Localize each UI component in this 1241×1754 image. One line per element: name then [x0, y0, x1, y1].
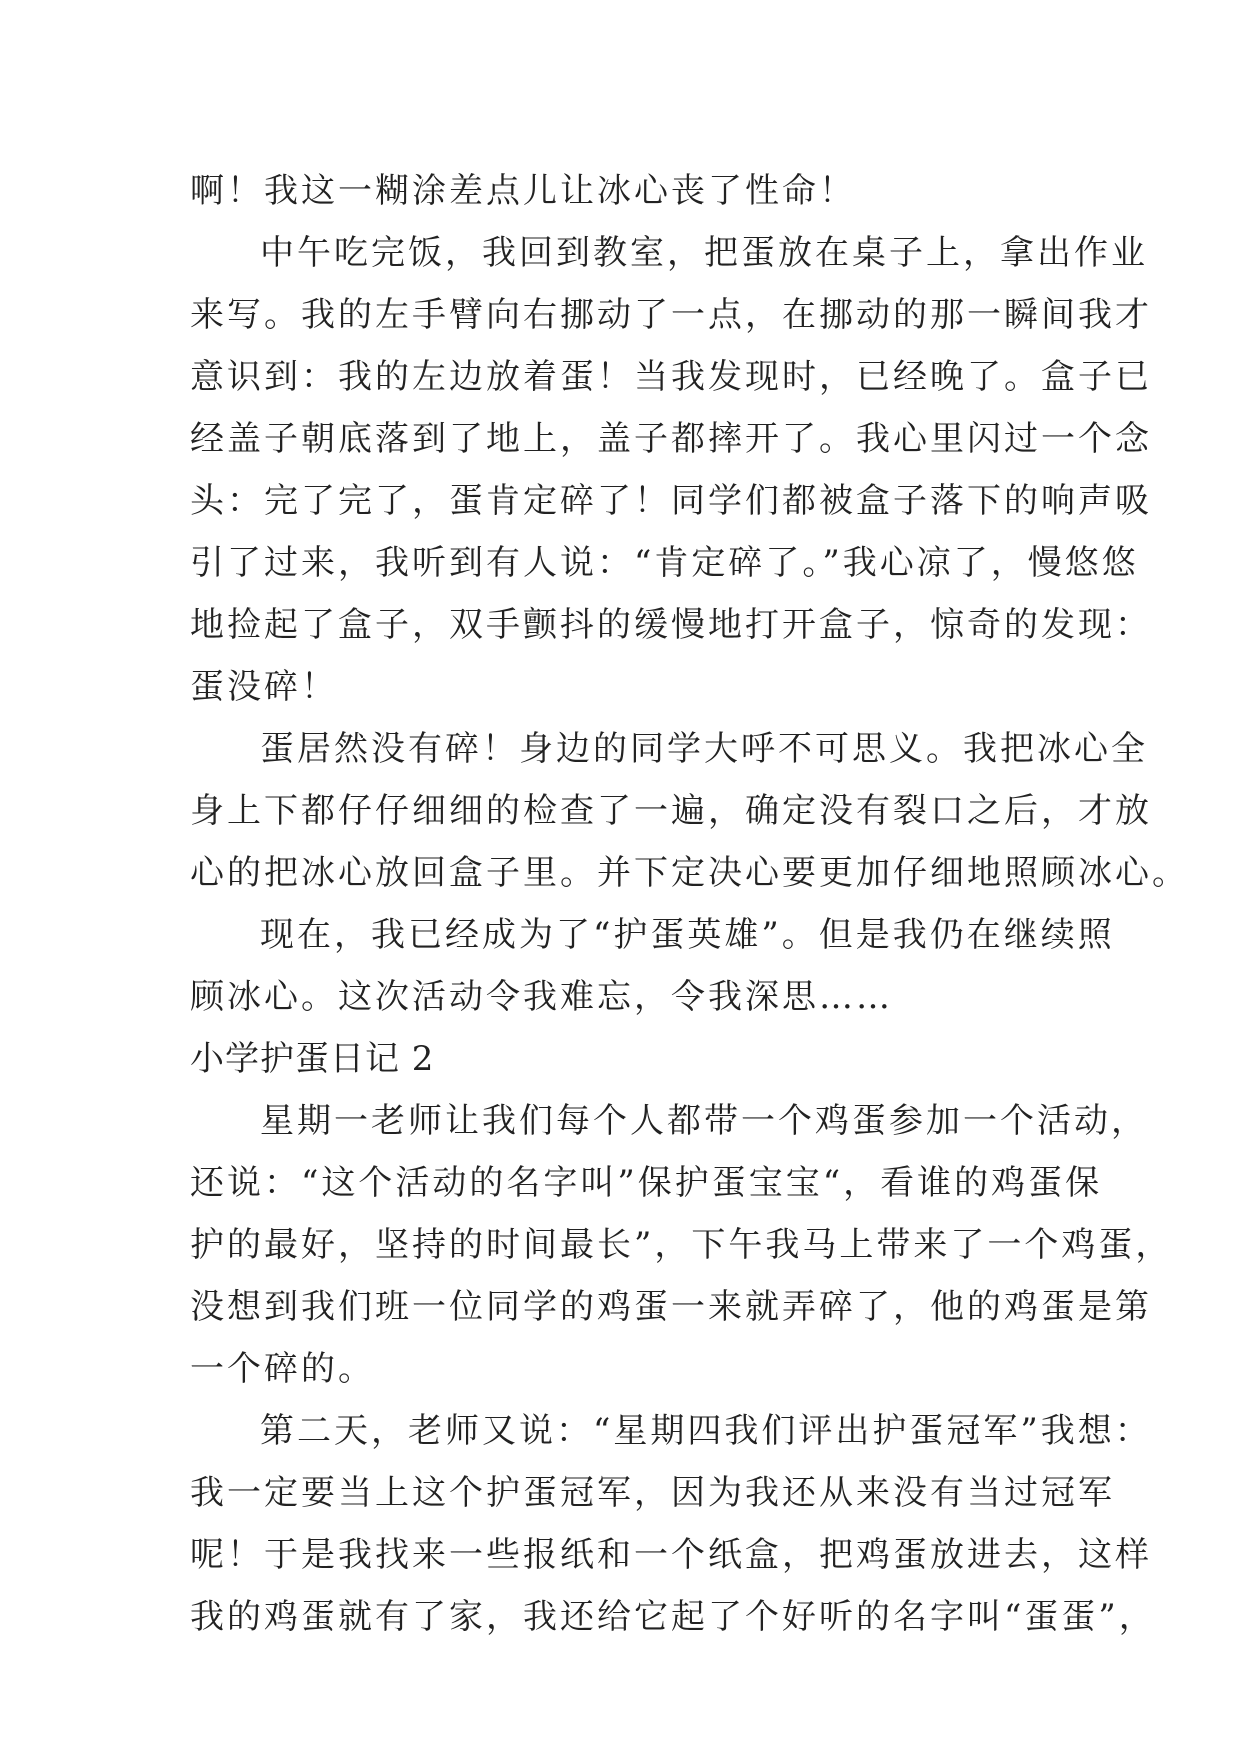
section-heading: 小学护蛋日记 2	[190, 1039, 435, 1079]
text-line: 顾冰心。这次活动令我难忘，令我深思……	[190, 977, 893, 1017]
text-line: 地捡起了盒子，双手颤抖的缓慢地打开盒子，惊奇的发现：	[190, 605, 1152, 645]
text-line: 心的把冰心放回盒子里。并下定决心要更加仔细地照顾冰心。	[190, 853, 1189, 893]
text-line: 我一定要当上这个护蛋冠军，因为我还从来没有当过冠军	[190, 1473, 1115, 1513]
text-line: 身上下都仔仔细细的检查了一遍，确定没有裂口之后，才放	[190, 791, 1152, 831]
text-line: 我的鸡蛋就有了家，我还给它起了个好听的名字叫“蛋蛋”，	[190, 1597, 1156, 1637]
text-line: 星期一老师让我们每个人都带一个鸡蛋参加一个活动，	[260, 1101, 1148, 1141]
text-line: 呢！于是我找来一些报纸和一个纸盒，把鸡蛋放进去，这样	[190, 1535, 1152, 1575]
text-line: 引了过来，我听到有人说：“肯定碎了。”我心凉了，慢悠悠	[190, 543, 1139, 583]
text-line: 来写。我的左手臂向右挪动了一点，在挪动的那一瞬间我才	[190, 295, 1152, 335]
text-line: 啊！我这一糊涂差点儿让冰心丧了性命！	[190, 171, 856, 211]
text-line: 头：完了完了，蛋肯定碎了！同学们都被盒子落下的响声吸	[190, 481, 1152, 521]
text-line: 经盖子朝底落到了地上，盖子都摔开了。我心里闪过一个念	[190, 419, 1152, 459]
text-line: 一个碎的。	[190, 1349, 375, 1389]
text-line: 蛋居然没有碎！身边的同学大呼不可思义。我把冰心全	[260, 729, 1148, 769]
text-line: 还说：“这个活动的名字叫”保护蛋宝宝“，看谁的鸡蛋保	[190, 1163, 1103, 1203]
text-line: 蛋没碎！	[190, 667, 338, 707]
text-line: 第二天，老师又说：“星期四我们评出护蛋冠军”我想：	[260, 1411, 1152, 1451]
document-body	[190, 160, 1189, 1648]
text-line: 中午吃完饭，我回到教室，把蛋放在桌子上，拿出作业	[260, 233, 1148, 273]
text-line: 没想到我们班一位同学的鸡蛋一来就弄碎了，他的鸡蛋是第	[190, 1287, 1152, 1327]
text-line: 护的最好，坚持的时间最长”，下午我马上带来了一个鸡蛋，	[190, 1225, 1173, 1265]
text-line: 现在，我已经成为了“护蛋英雄”。但是我仍在继续照	[260, 915, 1115, 955]
text-line: 意识到：我的左边放着蛋！当我发现时，已经晚了。盒子已	[190, 357, 1152, 397]
